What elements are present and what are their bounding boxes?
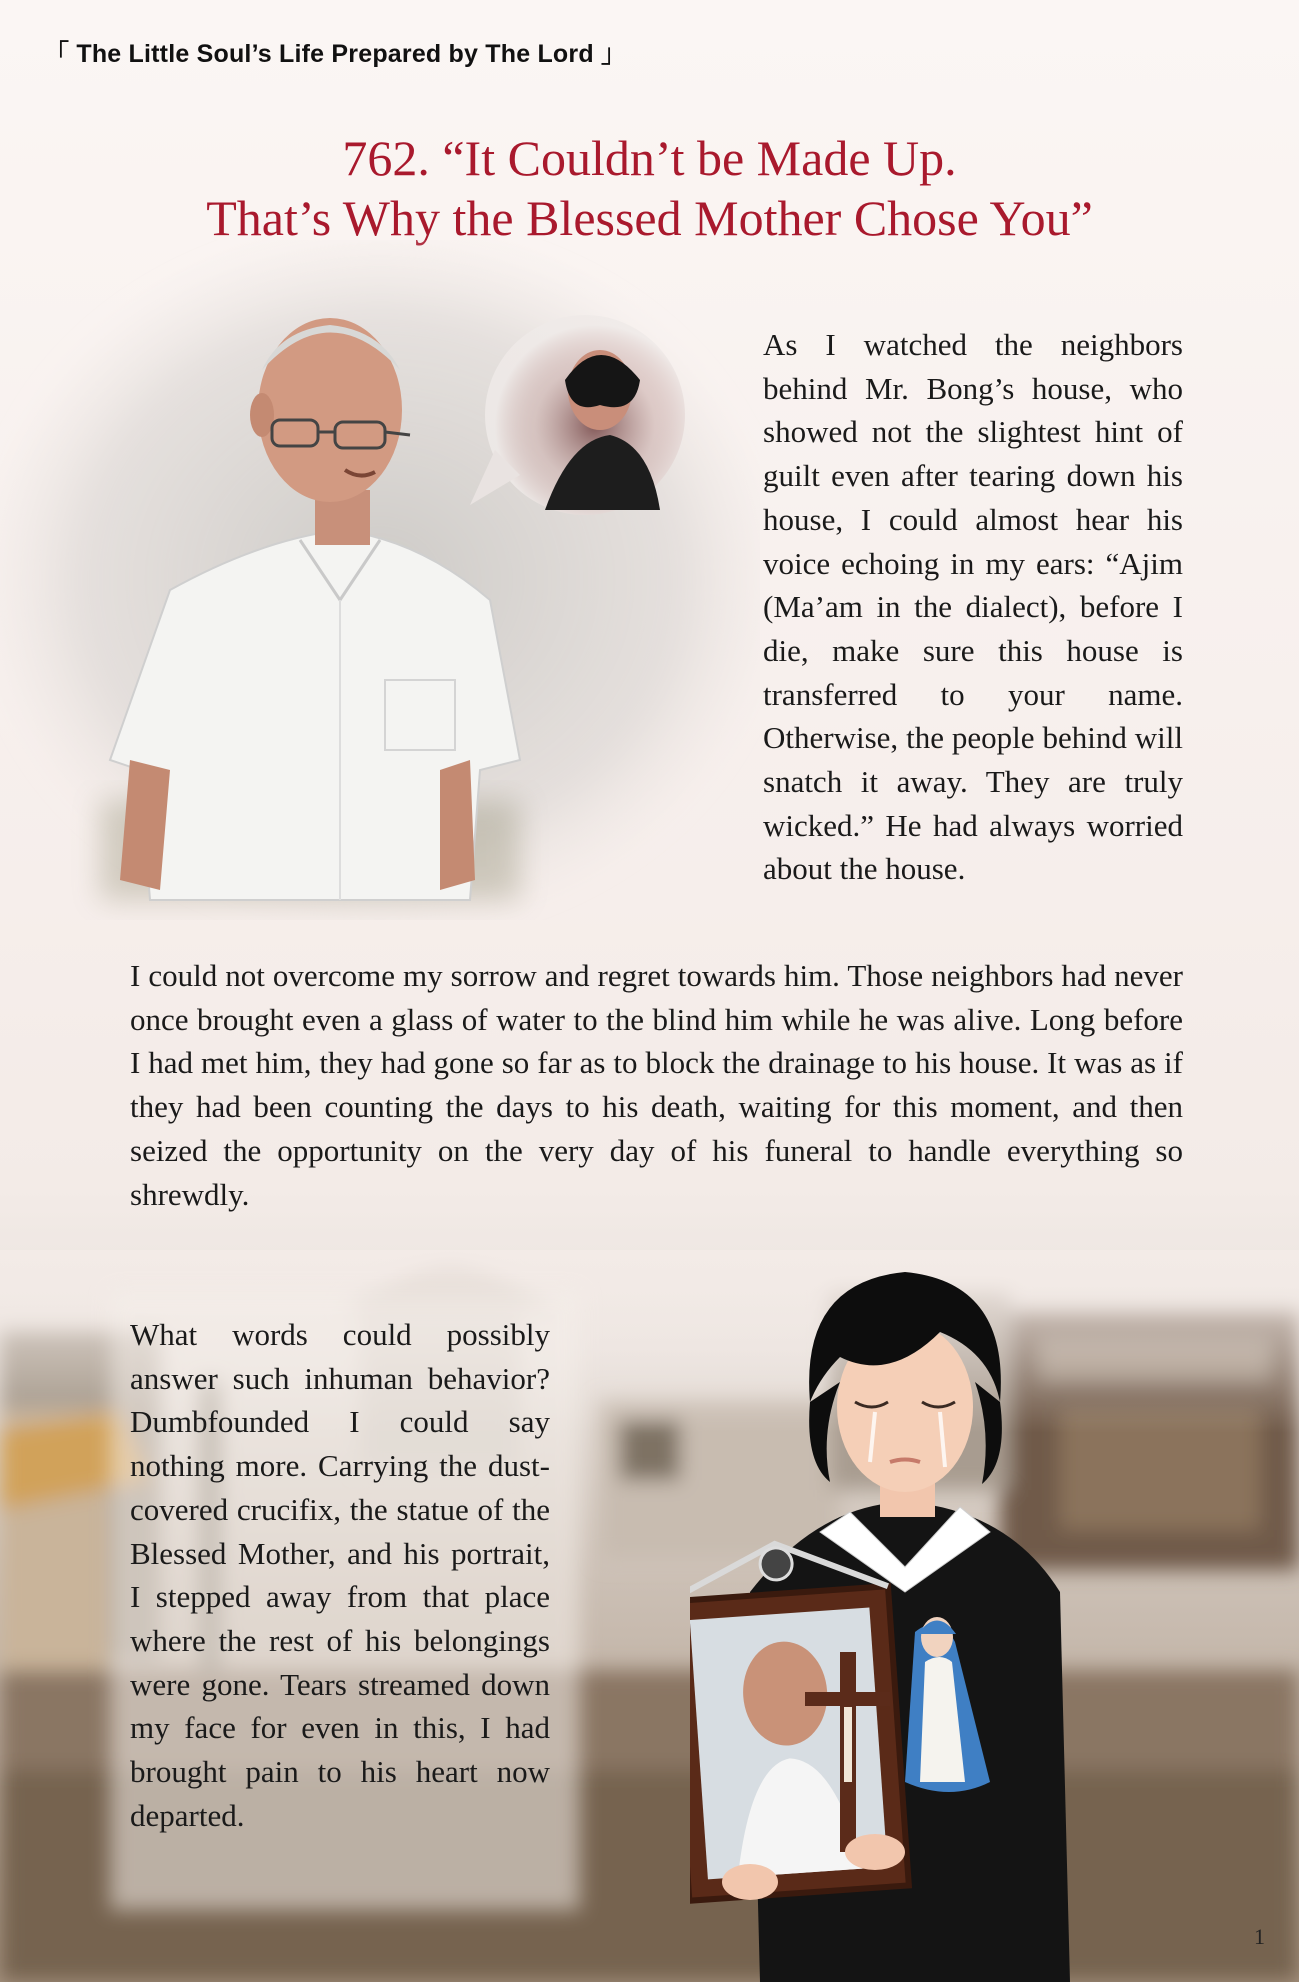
paragraph-1-text: As I watched the neighbors behind Mr. Bong’s house, who showed not the slightest hint of guilt even after tearing down his house, I could almost hear his voice echoing in my ears: “Ajim (Ma’am in the dialect), before I die, make sure this house is transferred to your name. Otherwise, the people behind will snatch it away. They are truly wicked.” He had always worried about the house. bbox=[763, 327, 1183, 887]
weeping-woman-illustration bbox=[690, 1262, 1170, 1982]
paragraph-3 bbox=[130, 1313, 550, 1837]
paragraph-2 bbox=[130, 954, 1183, 1216]
page-number: 1 bbox=[1254, 1924, 1265, 1949]
paragraph-2-text: I could not overcome my sorrow and regret towards him. Those neighbors had never once brought even a glass of water to the blind him while he was alive. Long before I had met him, they had gone so far as to block the drainage to his house. It was as if they had been counting the days to his death, waiting for this moment, and then seized the opportunity on the very day of his funeral to handle everything so shrewdly. bbox=[130, 958, 1183, 1212]
elderly-man-illustration bbox=[0, 240, 760, 920]
paragraph-3-text: What words could possibly answer such inhuman behavior? Dumbfounded I could say nothing more. Carrying the dust-covered crucifix, the statue of the Blessed Mother, and his portrait, I stepped away from that place where the rest of his belongings were gone. Tears streamed down my face for even in this, I had brought pain to his heart now departed. bbox=[130, 1317, 550, 1833]
title-line-2: That’s Why the Blessed Mother Chose You” bbox=[206, 190, 1093, 246]
title-line-1: 762. “It Couldn’t be Made Up. bbox=[342, 130, 957, 186]
paragraph-1 bbox=[763, 323, 1183, 891]
series-header: 「 The Little Soul’s Life Prepared by The Lord 」 bbox=[44, 40, 627, 68]
page-title bbox=[0, 128, 1299, 248]
